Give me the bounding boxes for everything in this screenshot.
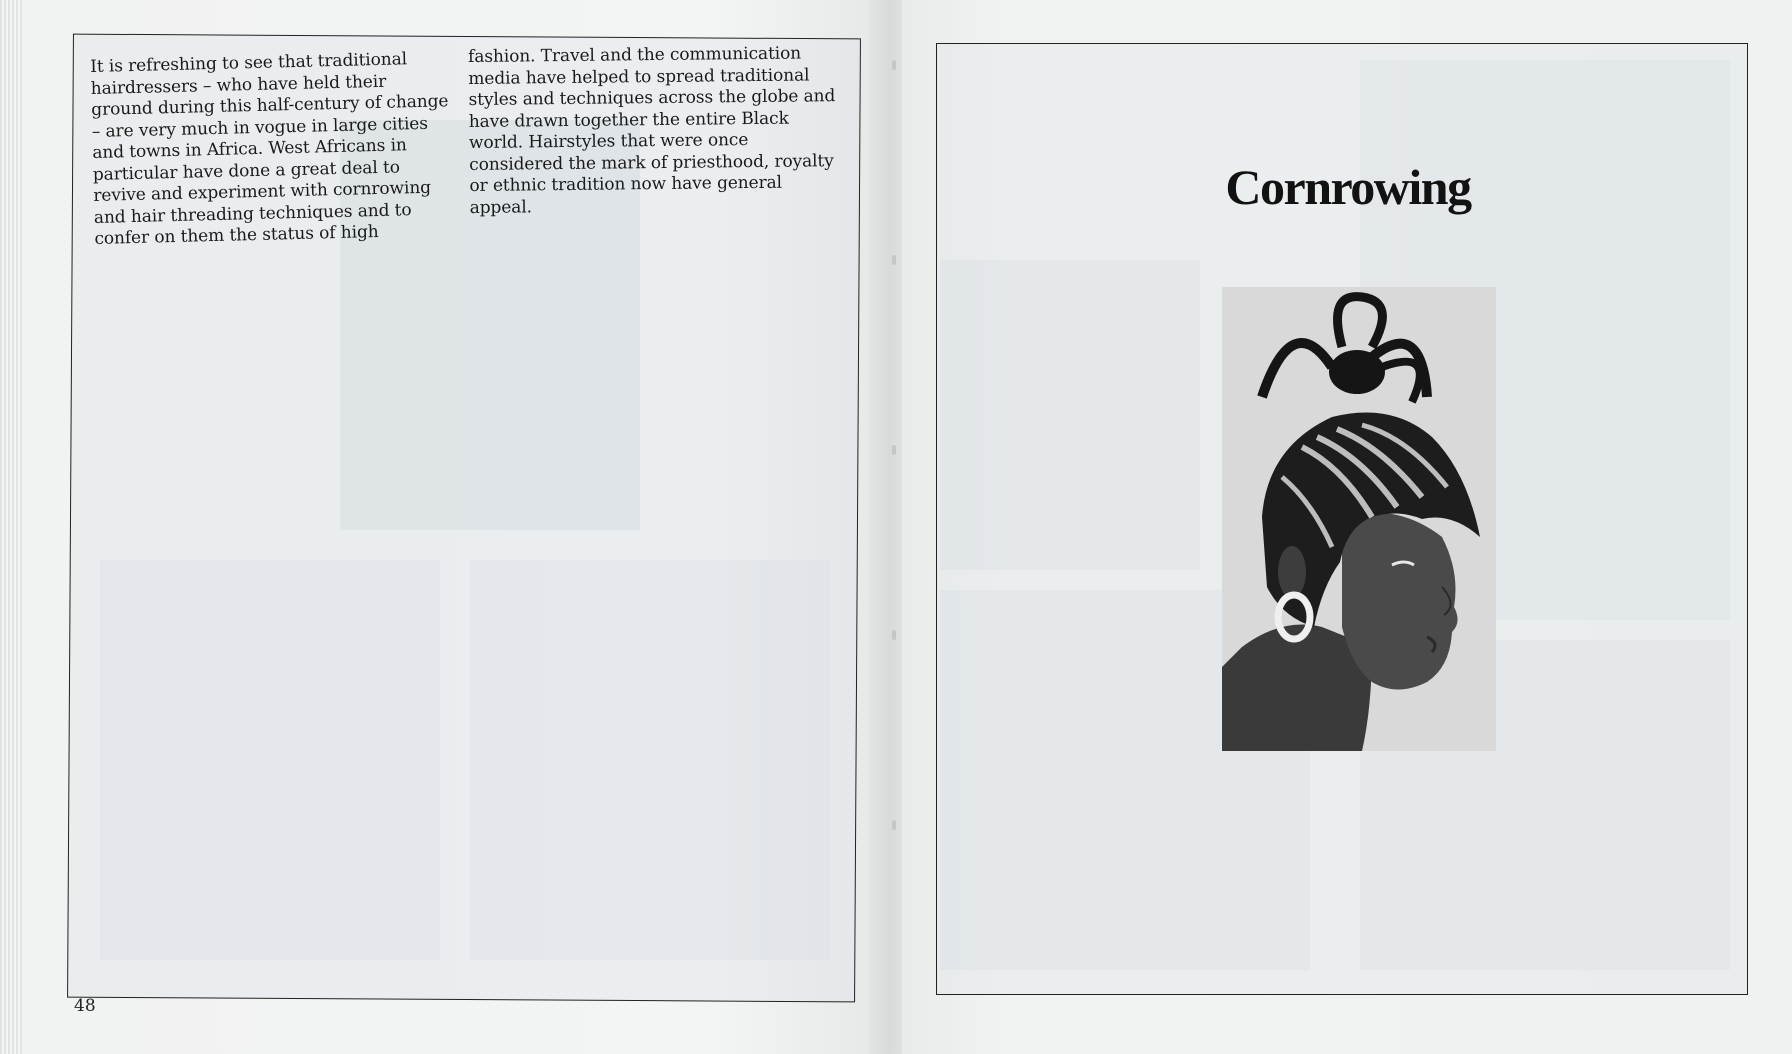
binding-stitch — [892, 255, 896, 265]
show-through-image — [940, 260, 1200, 570]
body-text-column-2: fashion. Travel and the communication media have helped to spread traditional styles and techniques across the globe and have drawn together the entire Black world. Hairstyles that were once considered the mark of priesthood, royalty or ethnic tradition now have general appeal. — [468, 43, 836, 218]
binding-stitch — [892, 630, 896, 640]
binding-stitch — [892, 820, 896, 830]
body-text-column-1: It is refreshing to see that traditional hairdressers – who have held their ground during this half-century of change – are very much in vogue in large cities and towns in Africa. West Africans in particular have done a great deal to revive and experiment with cornrowing and hair threading techniques and to confer on them the status of high — [90, 49, 449, 249]
show-through-image — [100, 560, 440, 960]
show-through-image — [470, 560, 830, 960]
binding-stitch — [892, 445, 896, 455]
page-number: 48 — [74, 996, 96, 1016]
cornrow-portrait-photo — [1222, 287, 1496, 751]
binding-stitch — [892, 60, 896, 70]
chapter-heading: Cornrowing — [1225, 159, 1471, 215]
portrait-illustration — [1222, 287, 1496, 751]
page-edges — [0, 0, 22, 1054]
